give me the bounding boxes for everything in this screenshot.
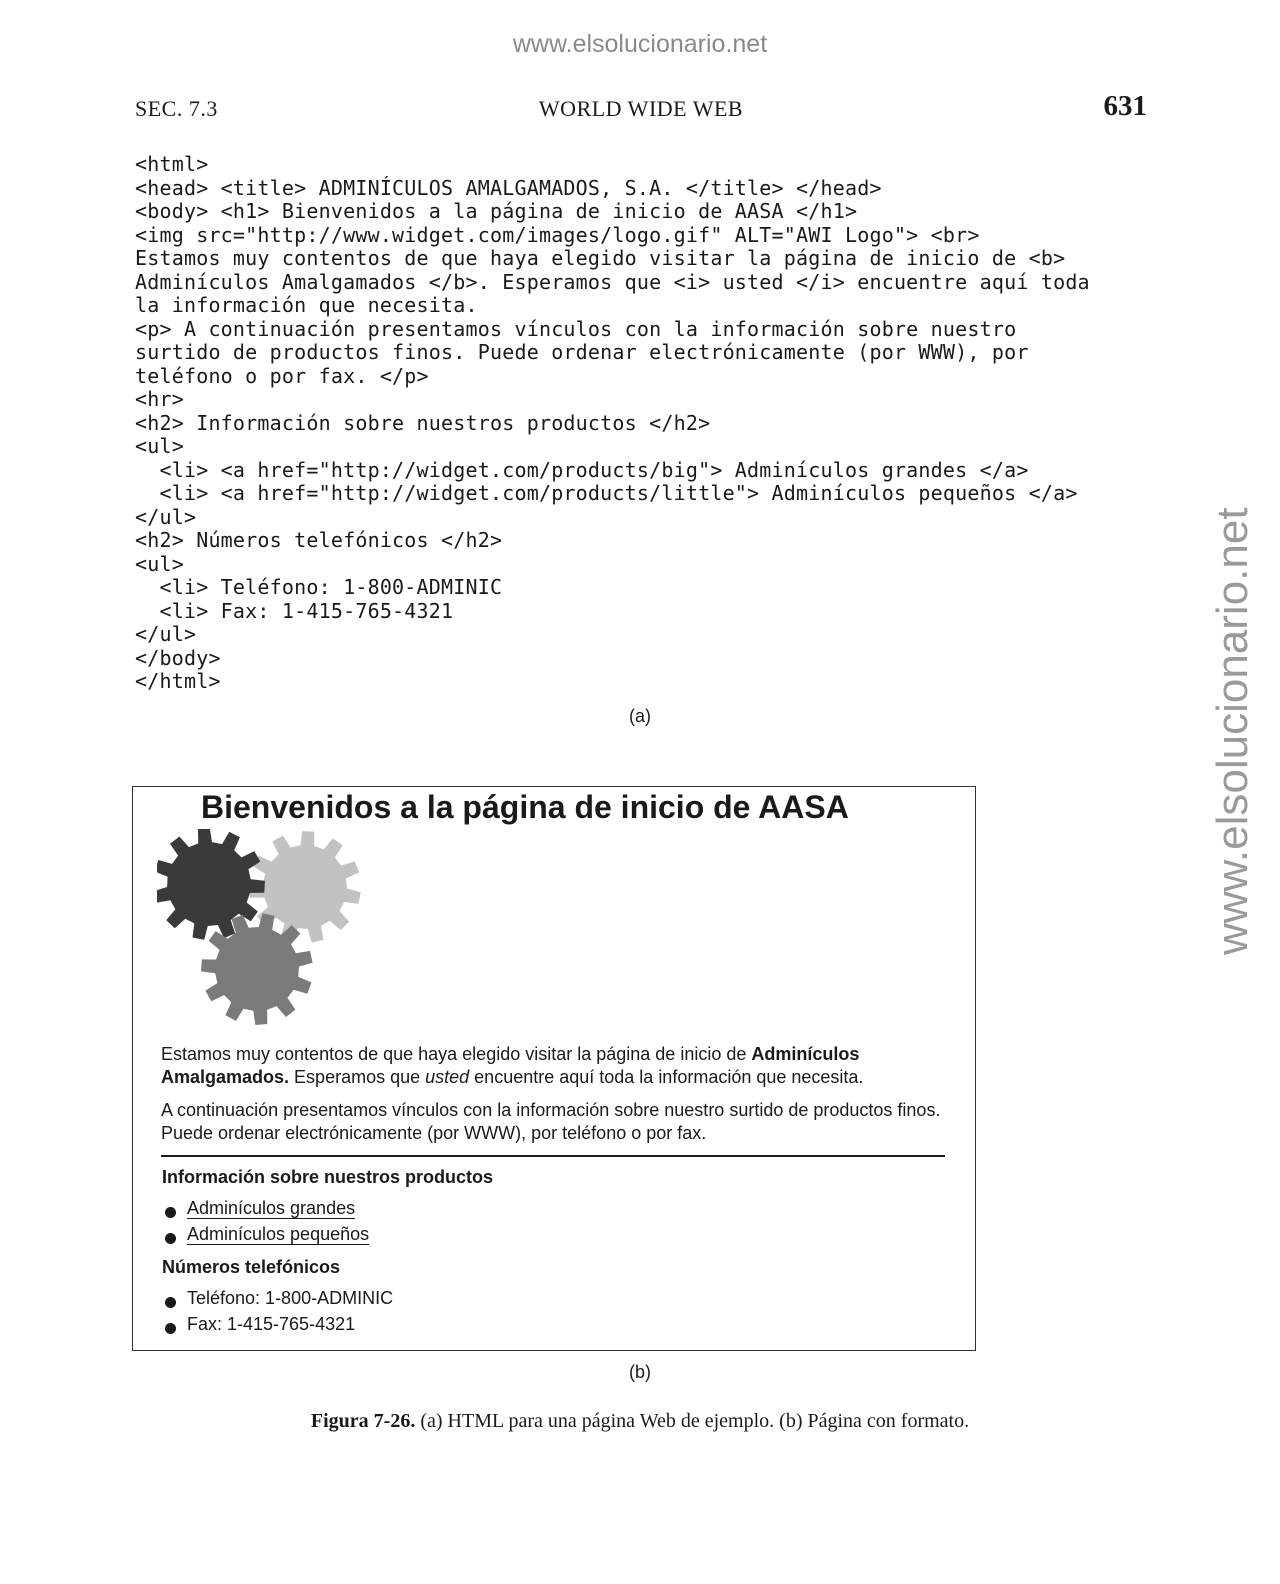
intro-paragraph [161, 1043, 961, 1088]
intro-text-start: Estamos muy contentos de que haya elegido visitar la página de inicio de [161, 1044, 752, 1064]
intro-text-end: encuentre aquí toda la información que necesita. [469, 1066, 864, 1087]
code-line: <hr> [135, 387, 184, 411]
code-line: </html> [135, 669, 221, 693]
code-line: la información que necesita. [135, 293, 478, 317]
caption-b: (b) [629, 1362, 651, 1382]
code-line: </body> [135, 645, 221, 670]
section-number: SEC. 7.3 [135, 96, 218, 121]
code-line: Estamos muy contentos de que haya elegido visitar la página de inicio de <b> [135, 246, 1066, 270]
caption-a: (a) [629, 706, 651, 726]
code-line: <li> Fax: 1-415-765-4321 [135, 598, 454, 623]
company-name-bold: Adminículos Amalgamados. [161, 1044, 860, 1087]
big-widgets-link[interactable]: Adminículos grandes [187, 1198, 356, 1218]
code-line: <head> <title> ADMINÍCULOS AMALGAMADOS, S.A. </title> </head> [135, 175, 882, 200]
code-line: </ul> [135, 504, 197, 529]
usted-italic: usted [425, 1066, 470, 1087]
intro-text-middle: Esperamos que [289, 1066, 426, 1087]
products-heading: Información sobre nuestros productos [162, 1167, 494, 1187]
medium-gear-icon [201, 913, 313, 1025]
code-line: <ul> [135, 434, 184, 458]
little-widgets-link[interactable]: Adminículos pequeños [187, 1224, 370, 1244]
code-line: <ul> [135, 551, 184, 576]
code-line: <html> [135, 152, 209, 176]
chapter-title: WORLD WIDE WEB [538, 96, 744, 121]
code-line: <h2> Información sobre nuestros productos </h2> [135, 410, 711, 435]
list-item: Teléfono: 1-800-ADMINIC [163, 1285, 393, 1311]
code-line: teléfono o por fax. </p> [135, 363, 429, 388]
html-code-listing [135, 153, 1090, 694]
code-line: <img src="http://www.widget.com/images/logo.gif" ALT="AWI Logo"> <br> [135, 222, 980, 247]
code-line: surtido de productos finos. Puede ordenar electrónicamente (por WWW), por [135, 340, 1029, 364]
code-line: <body> <h1> Bienvenidos a la página de inicio de AASA </h1> [135, 199, 858, 223]
list-item [163, 1195, 369, 1221]
code-line: </ul> [135, 622, 197, 646]
figure-caption [0, 1410, 1280, 1433]
figure-caption-text: (a) HTML para una página Web de ejemplo. (b) Página con formato. [415, 1410, 970, 1432]
phones-heading: Números telefónicos [162, 1257, 341, 1277]
list-item [163, 1221, 369, 1247]
links-paragraph: A continuación presentamos vínculos con la información sobre nuestro surtido de productos finos. Puede ordenar electrónicamente (por WWW), por teléfono o por fax. [161, 1100, 941, 1143]
figure-label: Figura 7-26. [310, 1410, 416, 1432]
products-list [163, 1195, 369, 1247]
code-line: Adminículos Amalgamados </b>. Esperamos que <i> usted </i> encuentre aquí toda [135, 269, 1090, 294]
code-line: <p> A continuación presentamos vínculos con la información sobre nuestro [135, 316, 1017, 341]
page-heading: Bienvenidos a la página de inicio de AASA [201, 789, 849, 825]
watermark-top: www.elsolucionario.net [512, 30, 768, 58]
dark-gear-icon [157, 829, 265, 940]
list-item: Fax: 1-415-765-4321 [163, 1311, 393, 1337]
code-line: <li> <a href="http://widget.com/products/little"> Adminículos pequeños </a> [135, 481, 1078, 505]
watermark-side: www.elsolucionario.net [1208, 507, 1257, 955]
code-line: <h2> Números telefónicos </h2> [135, 528, 503, 552]
phones-list [163, 1285, 393, 1337]
horizontal-rule [161, 1155, 945, 1157]
page-number: 631 [1103, 90, 1147, 122]
code-line: <li> <a href="http://widget.com/products/big"> Adminículos grandes </a> [135, 457, 1029, 482]
running-head [135, 90, 1147, 126]
rendered-web-page [132, 786, 976, 1351]
code-line: <li> Teléfono: 1-800-ADMINIC [135, 575, 503, 599]
gears-logo-icon [157, 829, 363, 1027]
